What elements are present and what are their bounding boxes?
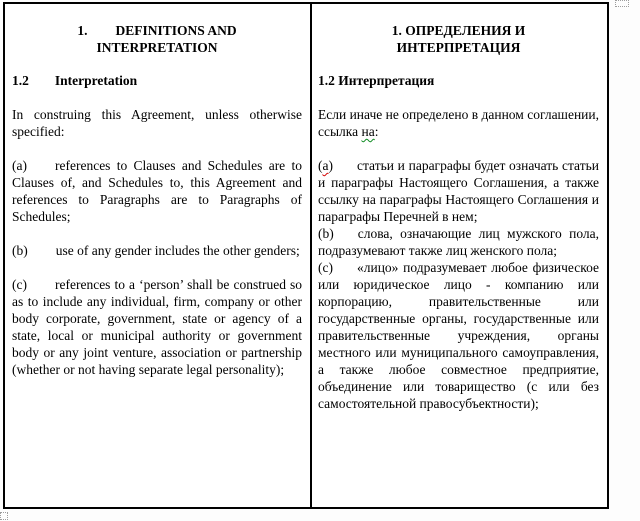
list-item-c-en [12,276,302,378]
section-number-en: 1. [77,23,88,38]
intro-paragraph-en: In construing this Agreement, unless otherwise specified: [12,107,302,139]
intro-paragraph-ru [318,106,599,140]
section-heading-ru: 1. ОПРЕДЕЛЕНИЯ И ИНТЕРПРЕТАЦИЯ [391,23,526,55]
spellcheck-flagged-letter: а [322,158,329,173]
bilingual-contract-table [3,2,609,509]
list-item-a-en [12,157,302,225]
list-item-b-ru [318,225,599,259]
item-label: (c) [12,277,27,292]
item-text: слова, означающие лиц мужского пола, подразумевают также лиц женского пола; [318,226,599,258]
table-handle-artifact-bottom-left [0,512,8,520]
list-item-b-en [12,242,302,259]
intro-text: Если иначе не определено в данном соглашении, ссылка [318,107,599,139]
table-handle-artifact-top-right [615,0,629,7]
label-paren-open: ( [318,158,323,173]
item-text: «лицо» подразумевает любое физическое или юридическое лицо - компанию или корпорацию, правительственные или государственные органы, государственные или правительственные учреждения, органы местного или муниципального самоуправления, а также любое совместное предприятие, объединение или товарищество (с или без самостоятельной правосубъектности); [318,260,599,411]
english-column [5,4,312,507]
clause-heading-ru: 1.2 Интерпретация [318,73,435,88]
list-item-c-ru [318,259,599,412]
item-text: references to Clauses and Schedules are to Clauses of, and Schedules to, this Agreement and references to Paragraphs are to Paragraphs of Schedules; [12,158,302,224]
intro-text-end: : [374,124,379,139]
russian-column [312,4,607,507]
item-text: статьи и параграфы будет означать статьи и параграфы Настоящего Соглашения, а также ссылку на параграфы Настоящего Соглашения и параграфы Перечней в нем; [318,158,599,224]
list-item-a-ru [318,157,599,225]
item-label: (a) [12,158,27,173]
item-text: references to a ‘person’ shall be construed so as to include any individual, firm, company or other body corporate, government, state or agency of a state, local or municipal authority or government body or any joint venture, association or partnership (whether or not having separate legal personality); [12,277,302,377]
section-title-en: DEFINITIONS AND INTERPRETATION [96,23,237,55]
item-label: (b) [12,243,28,258]
grammar-flagged-word: на [361,124,375,139]
clause-number-en: 1.2 [12,73,29,88]
label-paren-close: ) [328,158,333,173]
item-text: use of any gender includes the other genders; [55,243,300,258]
item-label: (b) [318,226,334,241]
item-label [318,158,333,173]
section-heading-en [37,22,277,56]
clause-heading-en [12,72,302,89]
clause-title-en: Interpretation [54,73,138,88]
item-label: (c) [318,260,333,275]
